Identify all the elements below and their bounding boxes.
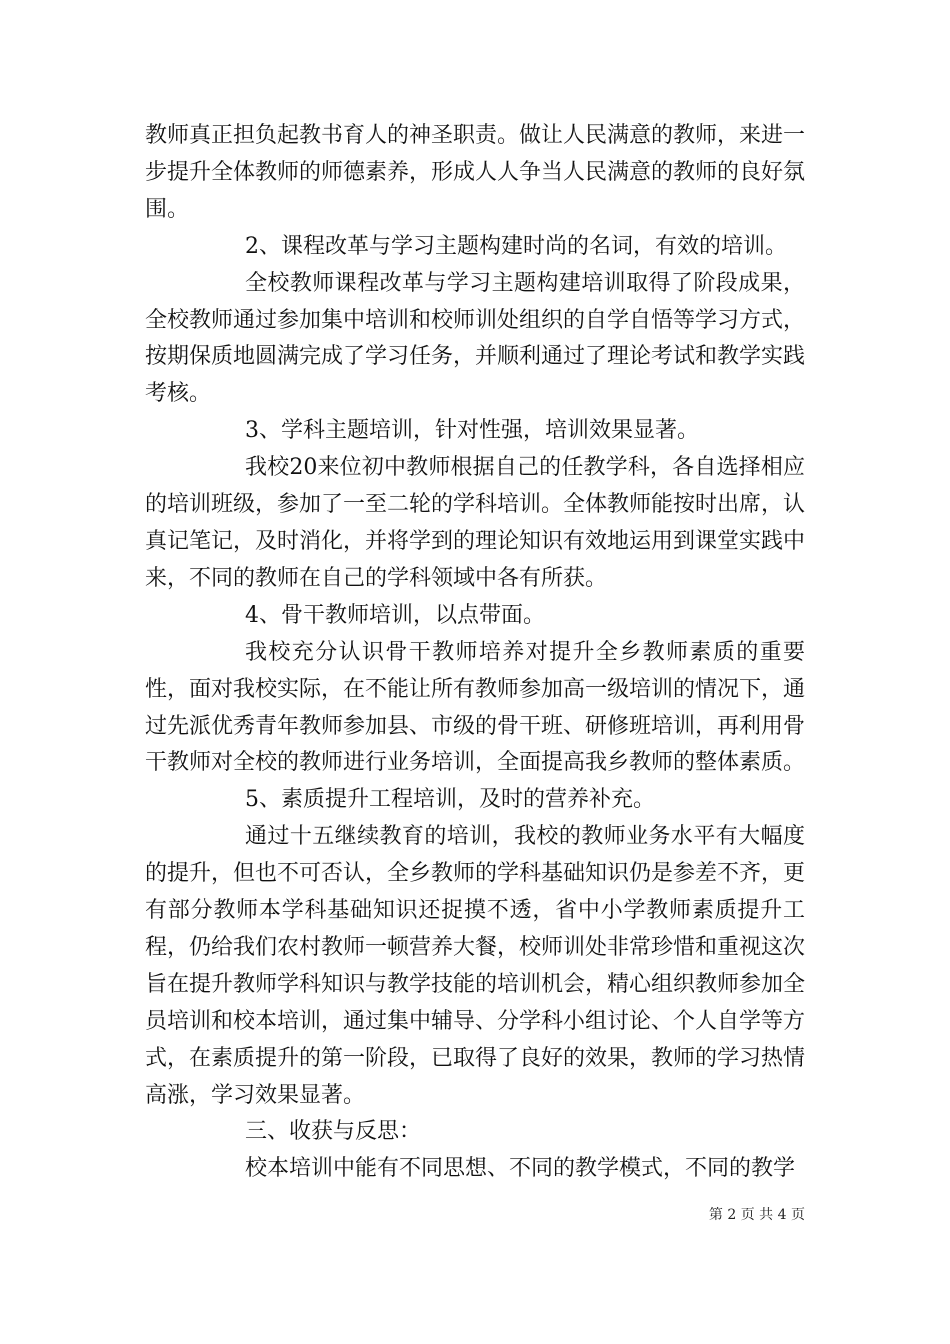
section-heading: 3、学科主题培训，针对性强，培训效果显著。 xyxy=(245,418,699,444)
section-heading: 2、课程改革与学习主题构建时尚的名词，有效的培训。 xyxy=(245,233,787,259)
paragraph: 通过十五继续教育的培训，我校的教师业务水平有大幅度的提升，但也不可否认，全乡教师的学科基础知识仍是参差不齐，更有部分教师本学科基础知识还捉摸不透，省中小学教师素质提升工程，仍给我们农村教师一顿营养大餐，校师训处非常珍惜和重视这次旨在提升教师学科知识与教学技能的培训机会，精心组织教师参加全员培训和校本培训，通过集中辅导、分学科小组讨论、个人自学等方式，在素质提升的第一阶段，已取得了良好的效果，教师的学习热情高涨，学习效果显著。 xyxy=(145,824,806,1108)
paragraph: 我校充分认识骨干教师培养对提升全乡教师素质的重要性，面对我校实际，在不能让所有教师参加高一级培训的情况下，通过先派优秀青年教师参加县、市级的骨干班、研修班培训，再利用骨干教师对全校的教师进行业务培训，全面提高我乡教师的整体素质。 xyxy=(145,639,806,776)
paragraph: 我校20来位初中教师根据自己的任教学科，各自选择相应的培训班级，参加了一至二轮的学科培训。全体教师能按时出席，认真记笔记，及时消化，并将学到的理论知识有效地运用到课堂实践中来，不同的教师在自己的学科领域中各有所获。 xyxy=(145,455,806,591)
section-heading: 5、素质提升工程培训，及时的营养补充。 xyxy=(245,787,655,813)
document-body xyxy=(145,118,805,1188)
page-number-footer: 第 2 页 共 4 页 xyxy=(708,1207,805,1223)
section-heading: 4、骨干教师培训，以点带面。 xyxy=(245,602,545,628)
section-heading: 三、收获与反思： xyxy=(245,1119,422,1145)
paragraph: 校本培训中能有不同思想、不同的教学模式，不同的教学 xyxy=(245,1156,796,1182)
paragraph: 教师真正担负起教书育人的神圣职责。做让人民满意的教师，来进一步提升全体教师的师德素养，形成人人争当人民满意的教师的良好氛围。 xyxy=(145,123,806,222)
paragraph: 全校教师课程改革与学习主题构建培训取得了阶段成果，全校教师通过参加集中培训和校师训处组织的自学自悟等学习方式，按期保质地圆满完成了学习任务，并顺利通过了理论考试和教学实践考核。 xyxy=(145,270,806,407)
